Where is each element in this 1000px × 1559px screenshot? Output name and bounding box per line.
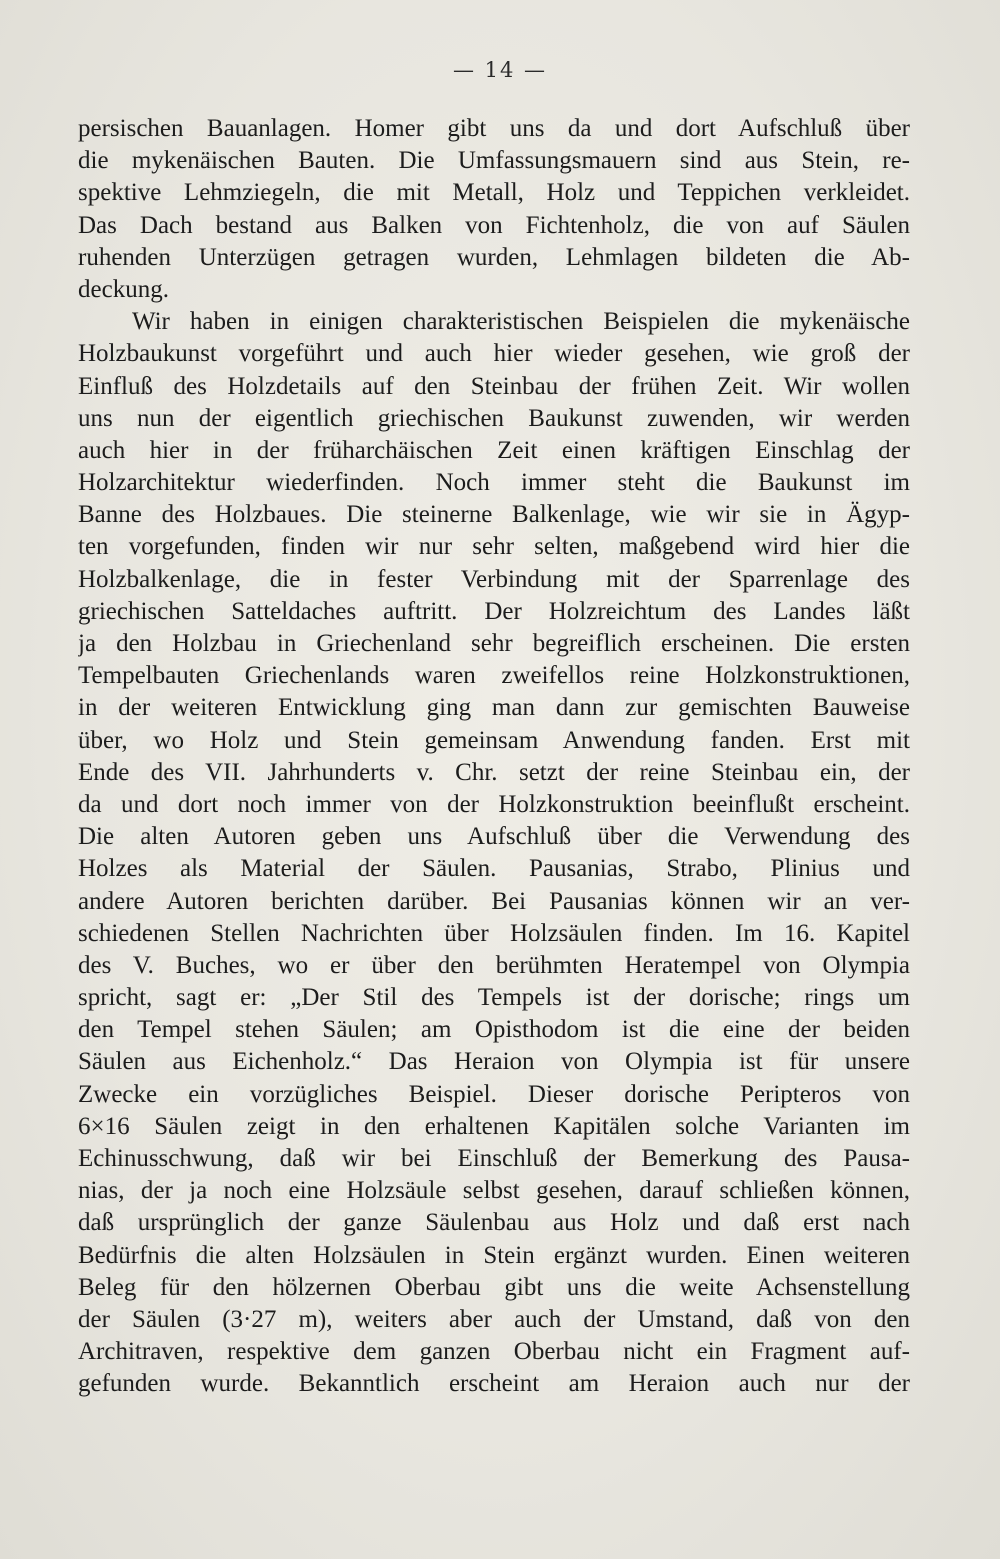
text-line: Die alten Autoren geben uns Aufschluß über die Verwendung des <box>78 823 910 851</box>
text-line: spricht, sagt er: „Der Stil des Tempels ist der dorische; rings um <box>78 984 910 1012</box>
page-number: — 14 — <box>452 58 548 82</box>
text-line: nias, der ja noch eine Holzsäule selbst gesehen, darauf schließen können, <box>78 1177 910 1205</box>
paragraph-first-line: Wir haben in einigen charakteristischen Beispielen die mykenäische <box>132 308 910 336</box>
text-line: Beleg für den hölzernen Oberbau gibt uns die weite Achsenstellung <box>78 1273 910 1301</box>
text-line: Bedürfnis die alten Holzsäulen in Stein ergänzt wurden. Einen weiteren <box>78 1241 910 1269</box>
text-line: 6×16 Säulen zeigt in den erhaltenen Kapitälen solche Varianten im <box>78 1112 910 1140</box>
text-line: andere Autoren berichten darüber. Bei Pausanias können wir an ver- <box>78 887 910 915</box>
text-line: griechischen Satteldaches auftritt. Der Holzreichtum des Landes läßt <box>78 597 910 625</box>
text-line: Säulen aus Eichenholz.“ Das Heraion von Olympia ist für unsere <box>78 1048 910 1076</box>
text-line: über, wo Holz und Stein gemeinsam Anwendung fanden. Erst mit <box>78 726 910 754</box>
text-line: uns nun der eigentlich griechischen Baukunst zuwenden, wir werden <box>78 404 910 432</box>
text-line: der Säulen (3·27 m), weiters aber auch der Umstand, daß von den <box>78 1305 910 1333</box>
text-line: deckung. <box>78 275 169 303</box>
text-line: Ende des VII. Jahrhunderts v. Chr. setzt der reine Steinbau ein, der <box>78 758 910 786</box>
text-line: persischen Bauanlagen. Homer gibt uns da und dort Aufschluß über <box>78 115 910 142</box>
text-line: ten vorgefunden, finden wir nur sehr selten, maßgebend wird hier die <box>78 533 910 561</box>
text-line: ja den Holzbau in Griechenland sehr begreiflich erscheinen. Die ersten <box>78 630 910 657</box>
text-line: schiedenen Stellen Nachrichten über Holzsäulen finden. Im 16. Kapitel <box>78 919 910 947</box>
text-line: die mykenäischen Bauten. Die Umfassungsmauern sind aus Stein, re- <box>78 147 910 175</box>
text-line: Architraven, respektive dem ganzen Oberbau nicht ein Fragment auf- <box>78 1338 910 1366</box>
text-line: spektive Lehmziegeln, die mit Metall, Holz und Teppichen verkleidet. <box>78 179 910 207</box>
text-line: auch hier in der früharchäischen Zeit einen kräftigen Einschlag der <box>78 436 910 464</box>
text-line: daß ursprünglich der ganze Säulenbau aus Holz und daß erst nach <box>78 1209 910 1237</box>
text-line: den Tempel stehen Säulen; am Opisthodom ist die eine der beiden <box>78 1016 910 1044</box>
text-line: Holzbaukunst vorgeführt und auch hier wieder gesehen, wie groß der <box>78 340 910 368</box>
text-line: Holzbalkenlage, die in fester Verbindung mit der Sparrenlage des <box>78 565 910 593</box>
text-line: Das Dach bestand aus Balken von Fichtenholz, die von auf Säulen <box>78 211 910 239</box>
text-line: Banne des Holzbaues. Die steinerne Balkenlage, wie wir sie in Ägyp- <box>78 501 910 529</box>
text-line: des V. Buches, wo er über den berühmten Heratempel von Olympia <box>78 951 910 979</box>
text-line: in der weiteren Entwicklung ging man dann zur gemischten Bauweise <box>78 694 910 722</box>
body-text <box>78 113 910 1401</box>
text-line: Holzarchitektur wiederfinden. Noch immer steht die Baukunst im <box>78 469 910 497</box>
text-line: Zwecke ein vorzügliches Beispiel. Dieser dorische Peripteros von <box>78 1080 910 1108</box>
text-line: gefunden wurde. Bekanntlich erscheint am Heraion auch nur der <box>78 1370 910 1398</box>
text-line: da und dort noch immer von der Holzkonstruktion beeinflußt erscheint. <box>78 790 910 818</box>
text-line: ruhenden Unterzügen getragen wurden, Lehmlagen bildeten die Ab- <box>78 243 910 271</box>
text-line: Holzes als Material der Säulen. Pausanias, Strabo, Plinius und <box>78 855 910 883</box>
text-line: Echinusschwung, daß wir bei Einschluß der Bemerkung des Pausa- <box>78 1145 910 1172</box>
text-line: Einfluß des Holzdetails auf den Steinbau der frühen Zeit. Wir wollen <box>78 372 910 400</box>
text-line: Tempelbauten Griechenlands waren zweifellos reine Holzkonstruktionen, <box>78 662 910 690</box>
